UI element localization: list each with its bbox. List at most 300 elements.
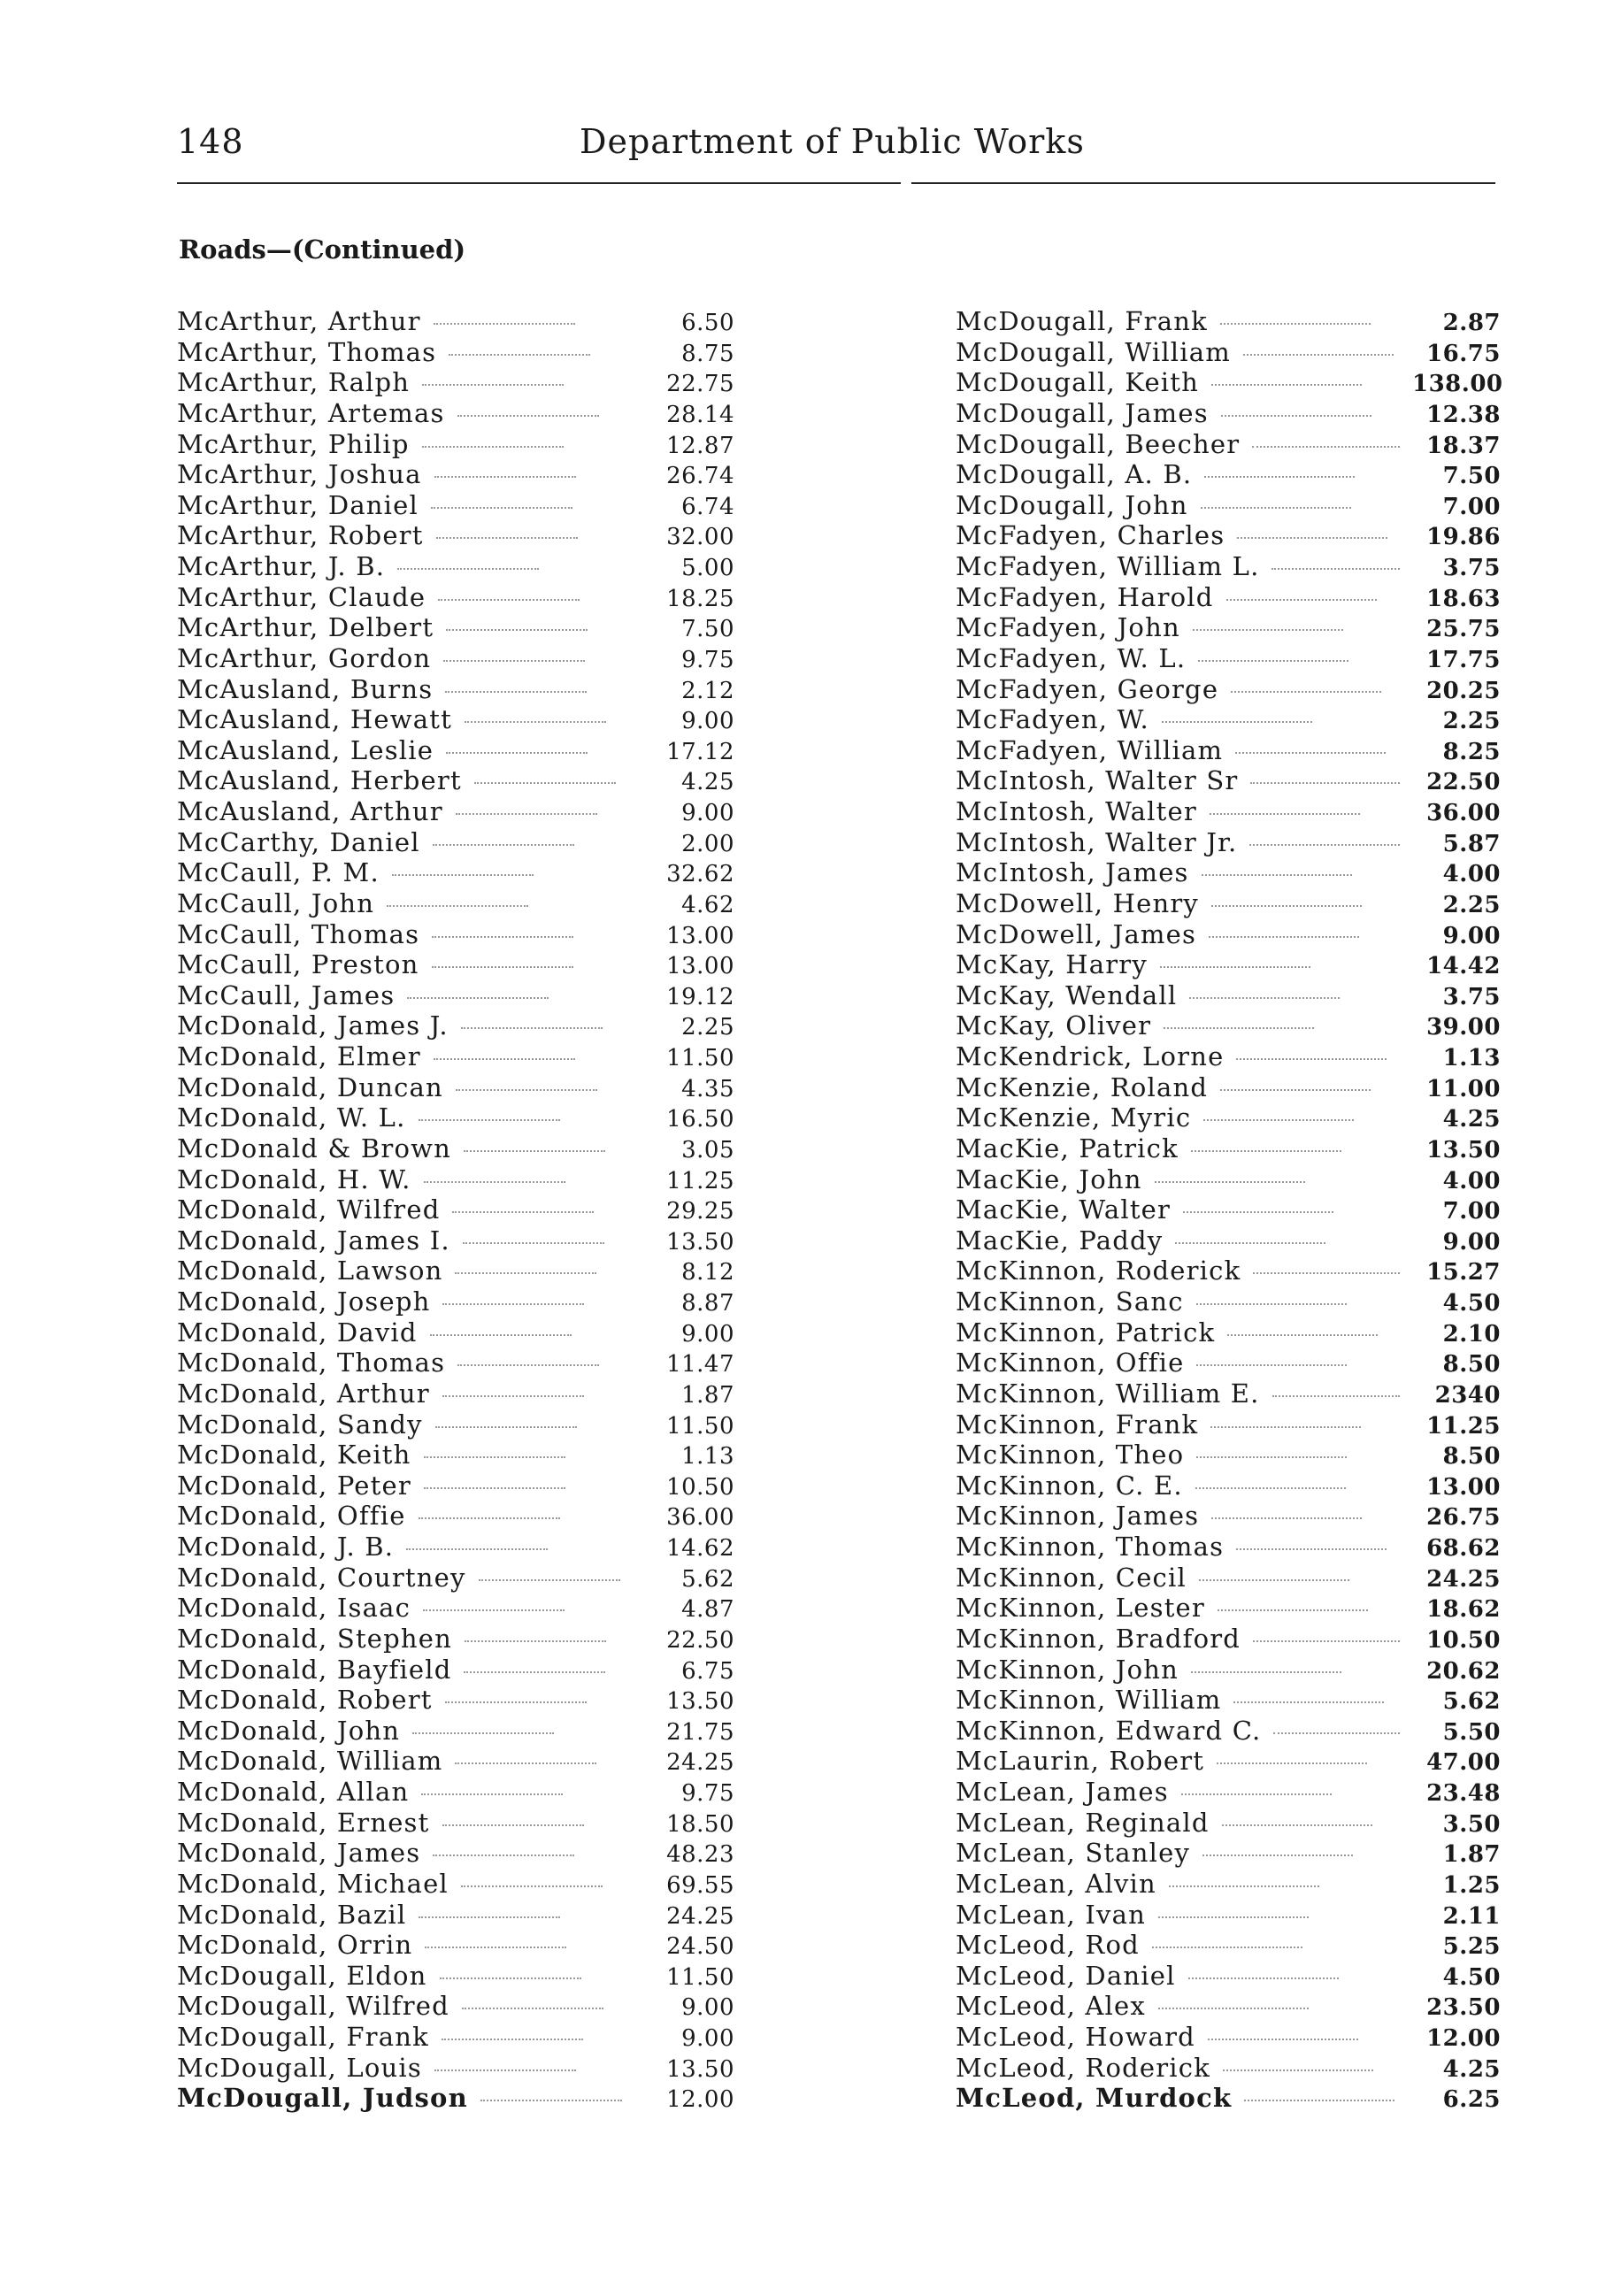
payee-name: McArthur, Delbert [177, 612, 434, 643]
list-item [177, 674, 734, 705]
payee-name: McDonald, H. W. [177, 1163, 411, 1194]
dot-leader [1158, 2008, 1309, 2009]
amount: 2340 [1434, 1381, 1501, 1409]
list-item [177, 1991, 734, 2022]
payee-name: McLean, Reginald [956, 1807, 1210, 1838]
amount: 18.50 [666, 1810, 734, 1838]
list-item [177, 1286, 734, 1317]
payee-name: McArthur, Joshua [177, 459, 422, 490]
amount: 9.00 [681, 1320, 734, 1348]
list-item [956, 1869, 1501, 1900]
dot-leader [433, 1854, 574, 1856]
dot-leader [1210, 813, 1360, 815]
payee-name: McKinnon, Frank [956, 1409, 1199, 1440]
dot-leader [465, 1640, 606, 1642]
amount: 22.50 [1426, 769, 1501, 796]
list-item [956, 582, 1501, 613]
payee-name: McIntosh, Walter [956, 796, 1197, 826]
list-item [177, 1532, 734, 1563]
list-item [956, 1194, 1501, 1225]
payee-name: McDonald, Orrin [177, 1930, 413, 1961]
payee-name: McDonald, Thomas [177, 1348, 446, 1378]
dot-leader [1211, 905, 1362, 907]
list-item [177, 857, 734, 888]
dot-leader [479, 1579, 620, 1581]
list-item [177, 1164, 734, 1195]
amount: 24.25 [1426, 1565, 1501, 1593]
payee-name: McDowell, James [956, 918, 1197, 949]
dot-leader [461, 1027, 603, 1029]
amount: 17.75 [1426, 646, 1501, 673]
list-item [177, 582, 734, 613]
payee-name: McAusland, Hewatt [177, 704, 452, 735]
list-item [956, 2053, 1501, 2084]
dot-leader [446, 629, 588, 631]
payee-name: McDougall, Louis [177, 2052, 422, 2083]
list-item [177, 367, 734, 398]
payee-name: McDonald, Courtney [177, 1562, 466, 1593]
list-item [177, 1256, 734, 1286]
amount: 39.00 [1426, 1014, 1501, 1041]
payee-name: McDonald, Bayfield [177, 1654, 452, 1685]
payee-name: MacKie, Patrick [956, 1133, 1179, 1163]
payee-name: McKinnon, Sanc [956, 1286, 1184, 1317]
dot-leader [1226, 599, 1377, 601]
dot-leader [1175, 1242, 1325, 1244]
amount: 2.10 [1442, 1320, 1501, 1348]
list-item [956, 1808, 1501, 1839]
payee-name: McDonald, Arthur [177, 1378, 430, 1409]
list-item [956, 643, 1501, 674]
payee-name: McLeod, Howard [956, 2022, 1195, 2052]
amount: 6.50 [681, 310, 734, 336]
list-item [956, 612, 1501, 643]
amount: 18.62 [1426, 1596, 1501, 1624]
dot-leader [1198, 660, 1348, 662]
list-item [177, 612, 734, 643]
amount: 12.87 [666, 432, 734, 459]
list-item [956, 674, 1501, 705]
payee-name: McArthur, Artemas [177, 397, 445, 428]
list-item [956, 459, 1501, 490]
amount: 4.00 [1442, 861, 1501, 888]
amount: 13.50 [1426, 1136, 1501, 1163]
dot-leader [434, 2069, 576, 2071]
list-item [956, 1440, 1501, 1471]
list-item [177, 1133, 734, 1164]
amount: 69.55 [666, 1871, 734, 1899]
amount: 9.75 [681, 646, 734, 673]
amount: 2.11 [1442, 1902, 1501, 1930]
amount: 14.42 [1426, 953, 1501, 980]
list-item [956, 1716, 1501, 1747]
payee-name: McAusland, Burns [177, 673, 434, 704]
payee-name: McDonald, Offie [177, 1501, 406, 1532]
list-item [177, 1225, 734, 1256]
payee-name: McDonald, John [177, 1715, 401, 1746]
dot-leader [1208, 2039, 1358, 2040]
dot-leader [1253, 1640, 1400, 1642]
payee-name: McDonald, William [177, 1746, 443, 1777]
payee-name: McDonald & Brown [177, 1133, 452, 1163]
amount: 29.25 [666, 1198, 734, 1225]
payee-name: McLeod, Alex [956, 1991, 1146, 2022]
amount: 20.25 [1426, 677, 1501, 704]
list-item [956, 520, 1501, 551]
dot-leader [422, 446, 564, 448]
amount: 11.50 [666, 1963, 734, 1991]
dot-leader [434, 476, 576, 478]
dot-leader [474, 782, 616, 784]
dot-leader [1183, 1211, 1333, 1213]
amount: 9.00 [681, 2025, 734, 2052]
list-item [177, 1900, 734, 1931]
payee-name: McCaull, James [177, 979, 396, 1010]
dot-leader [433, 844, 574, 846]
dot-leader [1195, 1487, 1346, 1489]
dot-leader [445, 1701, 587, 1703]
amount: 4.25 [681, 769, 734, 796]
dot-leader [452, 1211, 594, 1213]
amount: 4.87 [681, 1596, 734, 1624]
payee-name: McAusland, Arthur [177, 796, 443, 826]
amount: 9.00 [681, 800, 734, 826]
list-item [956, 1501, 1501, 1532]
dot-leader [446, 752, 588, 754]
list-item [177, 888, 734, 919]
payee-name: McArthur, Gordon [177, 642, 432, 673]
amount: 19.12 [666, 983, 734, 1010]
page-title: Department of Public Works [580, 122, 1085, 161]
list-item [177, 1869, 734, 1900]
dot-leader [1235, 752, 1386, 754]
amount: 3.50 [1442, 1810, 1501, 1838]
dot-leader [464, 1671, 605, 1673]
amount: 11.00 [1426, 1075, 1501, 1102]
list-item [177, 1471, 734, 1501]
dot-leader [1211, 1517, 1362, 1519]
dot-leader [419, 1517, 560, 1519]
dot-leader [1237, 537, 1387, 539]
amount: 13.50 [666, 1228, 734, 1256]
list-item [956, 1471, 1501, 1501]
list-item [956, 1133, 1501, 1164]
payee-name: McDougall, Wilfred [177, 1991, 449, 2022]
list-item [177, 1716, 734, 1747]
amount: 4.25 [1442, 2055, 1501, 2083]
dot-leader [1199, 1579, 1349, 1581]
payee-name: McKinnon, Cecil [956, 1562, 1187, 1593]
list-item [956, 1532, 1501, 1563]
payee-name: McDonald, Michael [177, 1868, 449, 1899]
dot-leader [1250, 782, 1400, 784]
payee-name: McKay, Oliver [956, 1010, 1152, 1041]
dot-leader [424, 1456, 565, 1458]
amount: 26.75 [1426, 1504, 1501, 1532]
dot-leader [455, 1272, 596, 1274]
dot-leader [1202, 874, 1352, 876]
payee-name: McKinnon, John [956, 1654, 1179, 1685]
dot-leader [457, 1364, 599, 1366]
dot-leader [1164, 1027, 1314, 1029]
amount: 18.25 [666, 585, 734, 612]
amount: 19.86 [1426, 524, 1501, 551]
list-item [956, 1286, 1501, 1317]
payee-name: McFadyen, Charles [956, 520, 1225, 551]
list-item [177, 1072, 734, 1103]
amount: 2.25 [1442, 708, 1501, 735]
amount: 15.27 [1426, 1259, 1501, 1286]
dot-leader [1169, 1885, 1319, 1887]
amount: 25.75 [1426, 616, 1501, 643]
list-item [956, 2083, 1501, 2114]
dot-leader [406, 1548, 548, 1550]
payee-name: McKinnon, C. E. [956, 1470, 1183, 1501]
dot-leader [463, 1242, 604, 1244]
payee-name: McDonald, James J. [177, 1010, 449, 1041]
payee-name: McDougall, Frank [956, 306, 1208, 336]
amount: 11.25 [1426, 1412, 1501, 1440]
dot-leader [464, 1150, 605, 1152]
dot-leader [1218, 1609, 1368, 1611]
dot-leader [1196, 1303, 1347, 1305]
dot-leader [434, 323, 575, 325]
payee-name: McDonald, Allan [177, 1777, 410, 1807]
payee-name: McArthur, Philip [177, 428, 410, 459]
payee-name: McDonald, Sandy [177, 1409, 423, 1440]
list-item [956, 1378, 1501, 1409]
dot-leader [449, 354, 590, 356]
dot-leader [431, 507, 572, 509]
list-item [177, 1194, 734, 1225]
list-item [956, 1655, 1501, 1686]
list-item [956, 1563, 1501, 1593]
list-item [956, 1256, 1501, 1286]
dot-leader [457, 415, 599, 417]
dot-leader [1227, 1334, 1378, 1336]
amount: 13.00 [1426, 1473, 1501, 1501]
payee-name: McKenzie, Roland [956, 1071, 1209, 1102]
payee-name: McFadyen, W. [956, 704, 1149, 735]
dot-leader [1193, 629, 1343, 631]
dot-leader [1220, 323, 1371, 325]
dot-leader [1236, 1058, 1387, 1060]
payee-name: McKinnon, Edward C. [956, 1715, 1262, 1746]
payee-name: McLeod, Murdock [956, 2083, 1233, 2114]
amount: 4.50 [1442, 1963, 1501, 1991]
list-item [956, 704, 1501, 735]
payee-name: McFadyen, W. L. [956, 642, 1187, 673]
list-item [177, 490, 734, 521]
dot-leader [425, 1947, 566, 1948]
list-item [177, 1041, 734, 1072]
payee-name: McLean, Stanley [956, 1838, 1191, 1869]
payee-name: McArthur, Claude [177, 581, 426, 612]
amount: 7.50 [681, 616, 734, 643]
list-item [956, 367, 1501, 398]
amount: 9.00 [681, 708, 734, 735]
header-rule-right [911, 182, 1495, 184]
payee-name: McLeod, Rod [956, 1930, 1140, 1961]
payee-name: McDougall, John [956, 489, 1188, 520]
list-item [177, 980, 734, 1011]
payee-name: McDonald, W. L. [177, 1102, 406, 1133]
amount: 4.50 [1442, 1290, 1501, 1317]
dot-leader [1203, 1119, 1354, 1121]
amount: 13.50 [666, 1688, 734, 1716]
amount: 3.75 [1442, 555, 1501, 581]
dot-leader [436, 537, 578, 539]
amount: 22.75 [666, 371, 734, 398]
dot-leader [461, 1885, 603, 1887]
list-item [956, 1991, 1501, 2022]
list-item [956, 1317, 1501, 1348]
list-item [177, 1685, 734, 1716]
payee-name: McKinnon, William [956, 1685, 1222, 1716]
payee-name: McDonald, Isaac [177, 1593, 411, 1624]
payee-name: McArthur, Thomas [177, 336, 437, 367]
payee-name: McDonald, Duncan [177, 1071, 443, 1102]
amount: 8.25 [1442, 738, 1501, 765]
dot-leader [1243, 354, 1394, 356]
list-item [177, 1961, 734, 1992]
list-item [956, 1961, 1501, 1992]
amount: 3.75 [1442, 983, 1501, 1010]
right-column-list [956, 306, 1501, 2114]
dot-leader [432, 966, 573, 968]
list-item [177, 2053, 734, 2084]
amount: 24.25 [666, 1902, 734, 1930]
amount: 11.50 [666, 1412, 734, 1440]
payee-name: McAusland, Herbert [177, 765, 462, 796]
payee-name: McCaull, Thomas [177, 918, 420, 949]
list-item [956, 2022, 1501, 2053]
dot-leader [1273, 1732, 1400, 1734]
payee-name: McArthur, J. B. [177, 551, 386, 581]
list-item [956, 735, 1501, 766]
list-item [956, 398, 1501, 429]
dot-leader [397, 568, 539, 570]
payee-name: McArthur, Robert [177, 520, 424, 551]
list-item [956, 919, 1501, 950]
dot-leader [1271, 568, 1400, 570]
amount: 6.75 [681, 1657, 734, 1685]
dot-leader [1181, 1793, 1332, 1795]
amount: 23.50 [1426, 1994, 1501, 2022]
amount: 28.14 [666, 401, 734, 428]
list-item [177, 398, 734, 429]
dot-leader [442, 1395, 584, 1397]
amount: 18.63 [1426, 585, 1501, 612]
list-item [956, 888, 1501, 919]
header-rule-left [177, 182, 901, 184]
list-item [956, 765, 1501, 796]
amount: 5.50 [1442, 1718, 1501, 1746]
amount: 1.13 [1442, 1045, 1501, 1071]
amount: 7.00 [1442, 1198, 1501, 1225]
amount: 36.00 [1426, 800, 1501, 826]
amount: 4.35 [681, 1075, 734, 1102]
amount: 11.25 [666, 1167, 734, 1194]
list-item [177, 2083, 734, 2114]
amount: 17.12 [666, 738, 734, 765]
amount: 138.00 [1412, 371, 1503, 398]
payee-name: McDonald, Joseph [177, 1286, 431, 1317]
payee-name: McDonald, Bazil [177, 1899, 407, 1930]
amount: 6.74 [681, 493, 734, 520]
list-item [177, 919, 734, 950]
payee-name: McDonald, Stephen [177, 1623, 453, 1654]
list-item [177, 429, 734, 460]
amount: 24.25 [666, 1749, 734, 1777]
list-item [956, 1102, 1501, 1133]
list-item [956, 1409, 1501, 1440]
payee-name: McFadyen, George [956, 673, 1219, 704]
dot-leader [1158, 1916, 1309, 1918]
dot-leader [1252, 446, 1400, 448]
list-item [956, 1777, 1501, 1808]
list-item [177, 1838, 734, 1869]
amount: 36.00 [666, 1504, 734, 1532]
dot-leader [1162, 721, 1312, 723]
amount: 1.25 [1442, 1871, 1501, 1899]
amount: 10.50 [666, 1473, 734, 1501]
payee-name: McDonald, Robert [177, 1685, 433, 1716]
dot-leader [1272, 1395, 1400, 1397]
amount: 16.50 [666, 1106, 734, 1133]
amount: 32.00 [666, 524, 734, 551]
list-item [956, 1838, 1501, 1869]
dot-leader [1220, 1089, 1371, 1091]
amount: 4.62 [681, 891, 734, 918]
amount: 11.47 [666, 1351, 734, 1378]
list-item [956, 857, 1501, 888]
list-item [956, 1685, 1501, 1716]
payee-name: McDonald, Keith [177, 1440, 411, 1471]
amount: 1.87 [1442, 1841, 1501, 1869]
payee-name: McDonald, Ernest [177, 1807, 430, 1838]
amount: 6.25 [1442, 2086, 1501, 2114]
dot-leader [480, 2100, 622, 2101]
dot-leader [387, 905, 528, 907]
payee-name: McIntosh, Walter Sr [956, 765, 1239, 796]
amount: 23.48 [1426, 1780, 1501, 1807]
payee-name: McKinnon, Theo [956, 1440, 1185, 1471]
dot-leader [1244, 2100, 1394, 2101]
amount: 5.62 [681, 1565, 734, 1593]
dot-leader [456, 813, 597, 815]
payee-name: McFadyen, William [956, 734, 1224, 765]
payee-name: McDougall, Eldon [177, 1960, 427, 1991]
amount: 9.00 [1442, 922, 1501, 949]
amount: 4.25 [1442, 1106, 1501, 1133]
payee-name: McAusland, Leslie [177, 734, 434, 765]
list-item [177, 1409, 734, 1440]
payee-name: McLeod, Daniel [956, 1960, 1176, 1991]
payee-name: McDonald, Peter [177, 1470, 411, 1501]
payee-name: McKendrick, Lorne [956, 1041, 1225, 1071]
amount: 8.87 [681, 1290, 734, 1317]
dot-leader [1188, 1977, 1339, 1979]
list-item [177, 1746, 734, 1777]
amount: 12.00 [666, 2086, 734, 2114]
list-item [177, 643, 734, 674]
payee-name: McDougall, James [956, 397, 1209, 428]
dot-leader [424, 1487, 565, 1489]
list-item [956, 1072, 1501, 1103]
amount: 68.62 [1426, 1535, 1501, 1562]
list-item [956, 1900, 1501, 1931]
